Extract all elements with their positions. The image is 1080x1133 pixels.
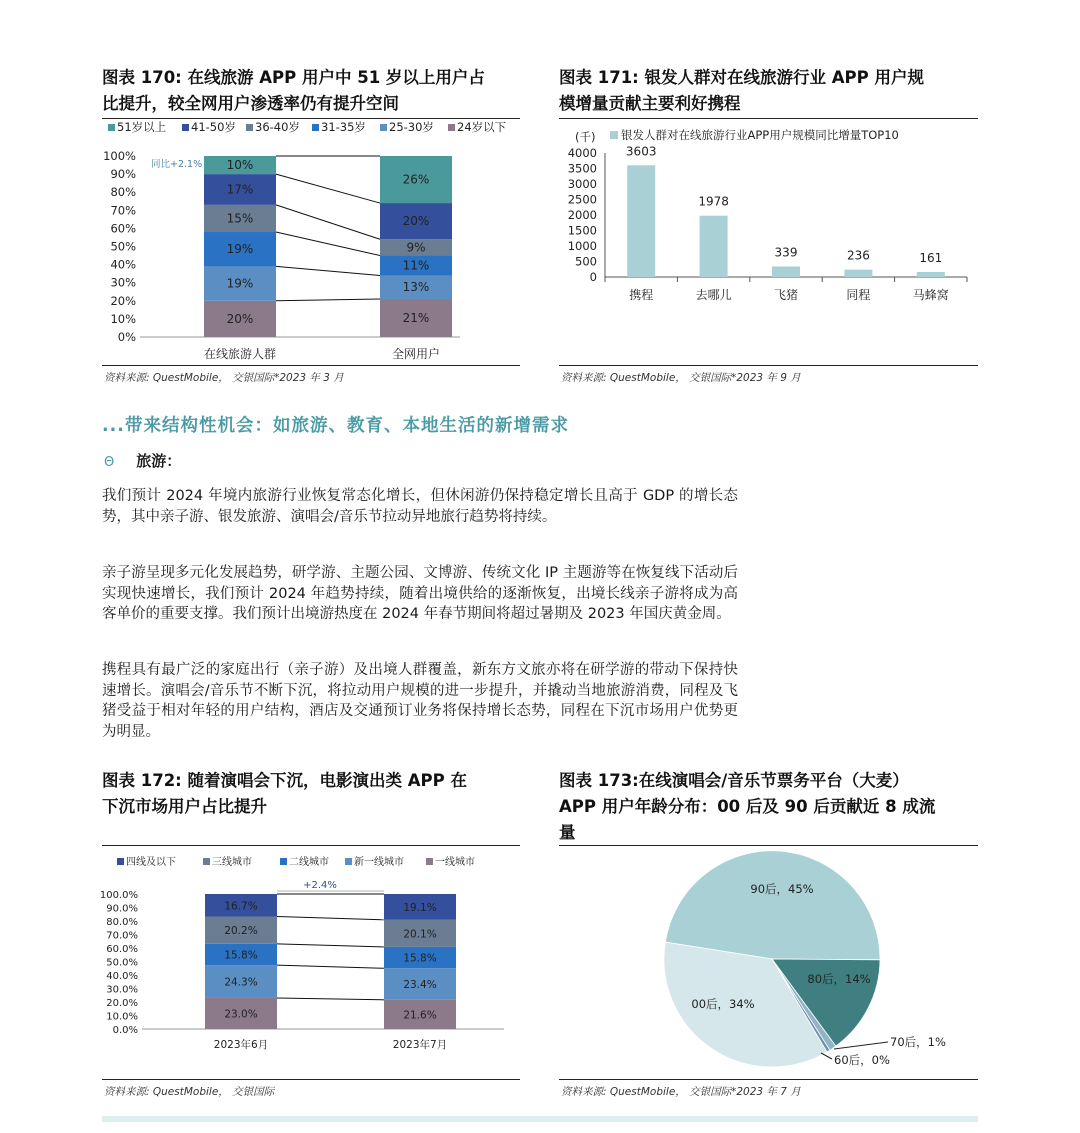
y-tick-label: 1000 — [567, 239, 597, 253]
paragraph-2: 亲子游呈现多元化发展趋势，研学游、主题公园、文博游、传统文化 IP 主题游等在恢复线下活动后实现快速增长，我们预计 2024 年趋势持续，随着出境供给的逐渐恢复，出境长线亲子游将成为高客单价的重要支撑。我们预计出境游热度在 2024 年春节期间将超过暑期及 2023 年国庆黄金周。 — [102, 565, 738, 622]
data-label: 13% — [402, 280, 430, 295]
data-label: 15.8% — [403, 952, 437, 965]
fig170-title — [102, 65, 542, 117]
fig170-bottom-rule — [102, 365, 520, 366]
y-tick-label: 4000 — [567, 146, 597, 160]
data-label: 20% — [402, 214, 430, 229]
slice-label: 90后，45% — [750, 882, 814, 896]
fig173-title-line1: 图表 173:在线演唱会/音乐节票务平台（大麦） — [559, 771, 909, 790]
y-tick-label: 0.0% — [112, 1025, 138, 1036]
legend-swatch — [117, 858, 124, 865]
data-label: 161 — [919, 251, 943, 266]
pie-slice — [665, 851, 880, 960]
legend-label: 25-30岁 — [389, 120, 434, 134]
y-tick-label: 20% — [110, 293, 136, 308]
leader-line — [821, 1053, 832, 1059]
data-label: 19.1% — [403, 901, 437, 914]
legend-swatch — [610, 131, 618, 139]
data-label: 339 — [774, 245, 798, 260]
legend-label: 31-35岁 — [321, 120, 366, 134]
y-tick-label: 100% — [103, 149, 136, 163]
fig170-title-line1: 图表 170: 在线旅游 APP 用户中 51 岁以上用户占 — [102, 68, 485, 87]
bullet-travel — [104, 450, 181, 471]
data-label: 236 — [846, 248, 870, 263]
data-label: 19% — [226, 242, 254, 257]
data-label: 20.1% — [403, 928, 437, 941]
yoy-annotation: 同比+2.1% — [151, 159, 203, 170]
legend-label: 三线城市 — [212, 857, 252, 868]
x-category-label: 携程 — [629, 288, 654, 302]
fig173-bottom-rule — [559, 1079, 978, 1080]
data-label: 1978 — [698, 194, 729, 209]
slice-label: 80后，14% — [807, 972, 871, 986]
bar — [627, 165, 655, 277]
data-label: 19% — [226, 276, 254, 291]
legend-swatch — [203, 858, 210, 865]
fig173-title-line2: APP 用户年龄分布：00 后及 90 后贡献近 8 成流 — [559, 797, 936, 816]
fig172-title-line1: 图表 172: 随着演唱会下沉，电影演出类 APP 在 — [102, 771, 467, 790]
fig172-bottom-rule — [102, 1079, 520, 1080]
data-label: 10% — [226, 158, 254, 173]
x-category-label: 全网用户 — [391, 347, 441, 361]
fig171-title-line1: 图表 171: 银发人群对在线旅游行业 APP 用户规 — [559, 68, 924, 87]
fig170-chart — [100, 119, 522, 365]
connector-line — [276, 205, 380, 239]
y-tick-label: 0% — [117, 330, 136, 344]
y-tick-label: 60% — [110, 221, 136, 236]
circle-minus-icon: Θ — [104, 455, 115, 470]
y-tick-label: 1500 — [567, 223, 597, 238]
legend-swatch — [108, 124, 115, 131]
y-tick-label: 40% — [110, 257, 136, 272]
y-tick-label: 500 — [575, 254, 597, 269]
fig172-title-line2: 下沉市场用户占比提升 — [102, 797, 267, 816]
data-label: 15.8% — [224, 949, 258, 962]
data-label: 21% — [402, 310, 430, 325]
y-tick-label: 70.0% — [106, 930, 138, 942]
y-tick-label: 80.0% — [106, 917, 138, 928]
fig171-title — [559, 65, 979, 117]
legend-label: 36-40岁 — [255, 120, 300, 134]
data-label: 9% — [406, 240, 426, 255]
footer-band — [102, 1116, 978, 1122]
data-label: 21.6% — [403, 1009, 437, 1022]
data-label: 15% — [226, 211, 254, 226]
data-label: 20.2% — [224, 925, 258, 938]
fig171-chart — [557, 119, 979, 365]
data-label: 3603 — [625, 144, 657, 159]
legend-swatch — [246, 124, 253, 131]
fig173-chart — [557, 846, 979, 1078]
fig170-title-line2: 比提升，较全网用户渗透率仍有提升空间 — [102, 94, 399, 113]
slice-label: 60后，0% — [834, 1053, 890, 1067]
fig173-title-line3: 量 — [559, 823, 576, 842]
legend-label: 51岁以上 — [117, 120, 167, 134]
x-category-label: 同程 — [846, 288, 871, 302]
slice-label: 00后，34% — [691, 997, 755, 1011]
fig170-source: 资料来源: QuestMobile， 交银国际*2023 年 3 月 — [104, 372, 344, 384]
y-tick-label: 80% — [110, 185, 136, 200]
legend-swatch — [312, 124, 319, 131]
connector-line — [276, 174, 380, 203]
data-label: 11% — [402, 258, 430, 273]
legend-swatch — [345, 858, 352, 865]
y-tick-label: 3500 — [567, 161, 597, 176]
connector-line — [277, 917, 384, 920]
y-tick-label: 50% — [110, 239, 136, 254]
connector-line — [277, 965, 384, 968]
x-category-label: 飞猪 — [773, 288, 799, 302]
y-tick-label: 70% — [110, 203, 136, 218]
y-tick-label: 2500 — [567, 192, 597, 207]
data-label: 23.4% — [403, 979, 437, 992]
y-tick-label: 50.0% — [106, 957, 138, 969]
legend-label: 41-50岁 — [191, 120, 236, 134]
y-tick-label: 10% — [110, 311, 136, 326]
data-label: 24.3% — [224, 976, 258, 989]
y-tick-label: 30% — [110, 275, 136, 290]
connector-line — [277, 944, 384, 947]
connector-line — [276, 299, 380, 301]
y-tick-label: 2000 — [567, 208, 597, 222]
unit-label: (千) — [575, 130, 596, 144]
y-tick-label: 10.0% — [106, 1011, 138, 1023]
y-tick-label: 3000 — [567, 177, 597, 191]
x-category-label: 在线旅游人群 — [203, 347, 277, 361]
data-label: 17% — [226, 182, 254, 197]
bar — [772, 266, 800, 277]
x-category-label: 2023年7月 — [392, 1039, 448, 1051]
section-title: ...带来结构性机会：如旅游、教育、本地生活的新增需求 — [102, 416, 569, 436]
bar — [700, 216, 728, 277]
legend-label: 四线及以下 — [126, 857, 176, 868]
leader-line — [834, 1042, 888, 1049]
bullet-label: 旅游： — [136, 452, 182, 470]
data-label: 16.7% — [224, 900, 258, 913]
legend-swatch — [426, 858, 433, 865]
legend-swatch — [182, 124, 189, 131]
y-tick-label: 30.0% — [106, 984, 138, 996]
data-label: 26% — [402, 172, 430, 187]
legend-swatch — [380, 124, 387, 131]
x-category-label: 2023年6月 — [213, 1039, 269, 1051]
data-label: 23.0% — [224, 1008, 258, 1021]
paragraph-3: 携程具有最广泛的家庭出行（亲子游）及出境人群覆盖，新东方文旅亦将在研学游的带动下保持快速增长。演唱会/音乐节不断下沉，将拉动用户规模的进一步提升，并撬动当地旅游消费，同程及飞猪受益于相对年轻的用户结构，酒店及交通预订业务将保持增长态势，同程在下沉市场用户优势更为明显。 — [102, 662, 738, 740]
bar — [844, 270, 872, 277]
fig171-source: 资料来源: QuestMobile， 交银国际*2023 年 9 月 — [561, 372, 801, 384]
slice-label: 70后，1% — [890, 1035, 946, 1049]
legend-label: 二线城市 — [289, 857, 329, 868]
data-label: 20% — [226, 311, 254, 326]
y-tick-label: 40.0% — [106, 971, 138, 982]
legend-label: 银发人群对在线旅游行业APP用户规模同比增量TOP10 — [621, 128, 899, 142]
fig172-chart — [100, 846, 522, 1078]
legend-label: 一线城市 — [435, 857, 475, 868]
connector-line — [276, 266, 380, 275]
fig171-bottom-rule — [559, 365, 978, 366]
y-tick-label: 60.0% — [106, 944, 138, 955]
fig172-source: 资料来源: QuestMobile， 交银国际 — [104, 1086, 275, 1098]
fig172-title — [102, 768, 522, 820]
paragraph-1: 我们预计 2024 年境内旅游行业恢复常态化增长，但休闲游仍保持稳定增长且高于 GDP 的增长态势，其中亲子游、银发旅游、演唱会/音乐节拉动异地旅行趋势将持续。 — [102, 488, 738, 525]
fig173-title — [559, 768, 979, 846]
fig171-title-line2: 模增量贡献主要利好携程 — [559, 94, 741, 113]
x-category-label: 去哪儿 — [695, 288, 732, 302]
bar — [917, 272, 945, 277]
connector-line — [276, 232, 380, 256]
y-tick-label: 90% — [110, 167, 136, 182]
y-tick-label: 0 — [589, 270, 597, 284]
x-category-label: 马蜂窝 — [912, 288, 949, 302]
connector-line — [277, 998, 384, 1000]
y-tick-label: 20.0% — [106, 998, 138, 1009]
y-tick-label: 100.0% — [100, 890, 138, 901]
y-tick-label: 90.0% — [106, 903, 138, 915]
legend-swatch — [280, 858, 287, 865]
yoy-annotation: +2.4% — [303, 880, 337, 891]
fig173-source: 资料来源: QuestMobile， 交银国际*2023 年 7 月 — [561, 1086, 801, 1098]
legend-swatch — [448, 124, 455, 131]
legend-label: 新一线城市 — [354, 857, 404, 868]
legend-label: 24岁以下 — [457, 120, 507, 134]
